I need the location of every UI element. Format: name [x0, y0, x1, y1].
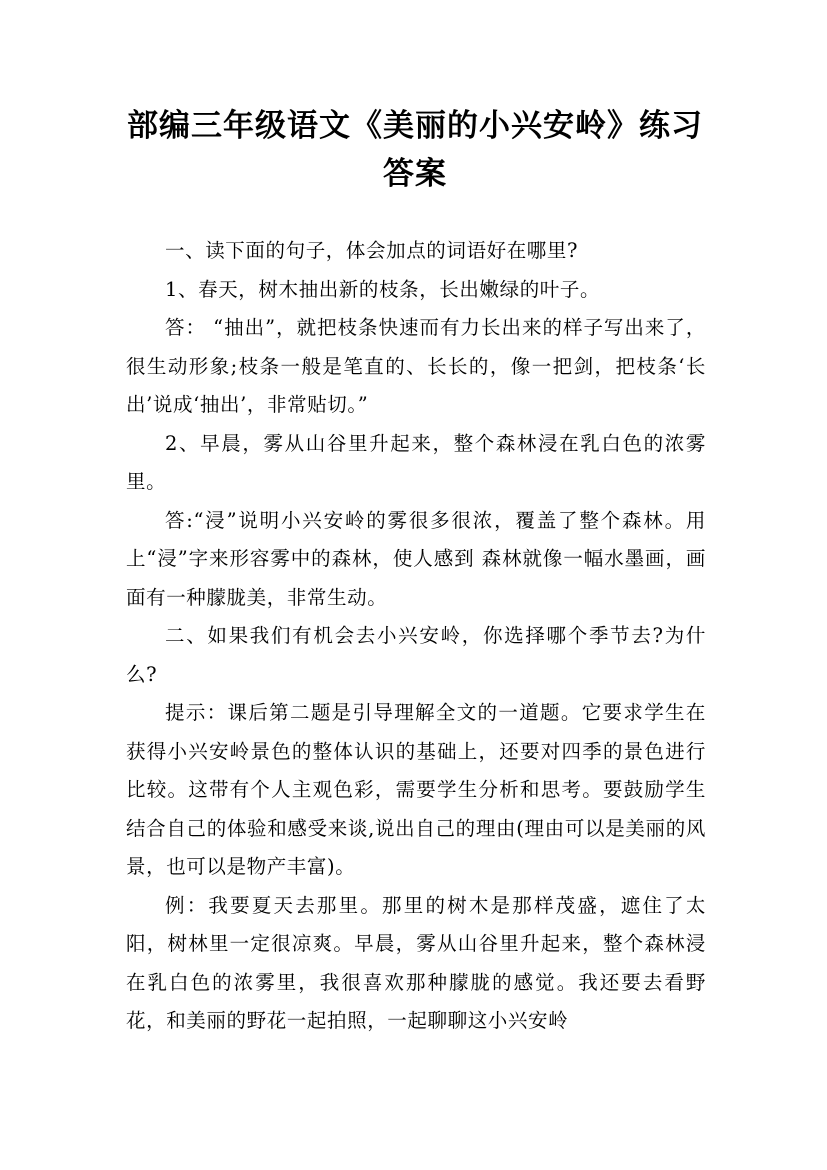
- answer-1: 答： “抽出”，就把枝条快速而有力长出来的样子写出来了，很生动形象;枝条一般是笔直的、长长的，像一把剑，把枝条‘长出’说成‘抽出’，非常贴切。”: [126, 316, 706, 416]
- document-body: [126, 232, 706, 1041]
- section-heading-1: 一、读下面的句子，体会加点的词语好在哪里?: [165, 239, 579, 262]
- section-heading-2: 二、如果我们有机会去小兴安岭，你选择哪个季节去?为什么?: [126, 624, 706, 686]
- hint-paragraph: 提示：课后第二题是引导理解全文的一道题。它要求学生在获得小兴安岭景色的整体认识的基础上，还要对四季的景色进行比较。这带有个人主观色彩，需要学生分析和思考。要鼓励学生结合自己的体验和感受来谈,说出自己的理由(理由可以是美丽的风景，也可以是物产丰富)。: [126, 701, 706, 878]
- example-paragraph: 例：我要夏天去那里。那里的树木是那样茂盛，遮住了太阳，树林里一定很凉爽。早晨，雾从山谷里升起来，整个森林浸在乳白色的浓雾里，我很喜欢那种朦胧的感觉。我还要去看野花，和美丽的野花一起拍照，一起聊聊这小兴安岭: [126, 893, 706, 1032]
- question-1: 1、春天，树木抽出新的枝条，长出嫩绿的叶子。: [165, 277, 601, 301]
- page-title: 部编三年级语文《美丽的小兴安岭》练习答案: [127, 108, 703, 192]
- answer-2: 答:“浸”说明小兴安岭的雾很多很浓，覆盖了整个森林。用上“浸”字来形容雾中的森林，使人感到 森林就像一幅水墨画，画面有一种朦胧美，非常生动。: [126, 508, 706, 609]
- question-2: 2、早晨，雾从山谷里升起来，整个森林浸在乳白色的浓雾里。: [126, 431, 706, 493]
